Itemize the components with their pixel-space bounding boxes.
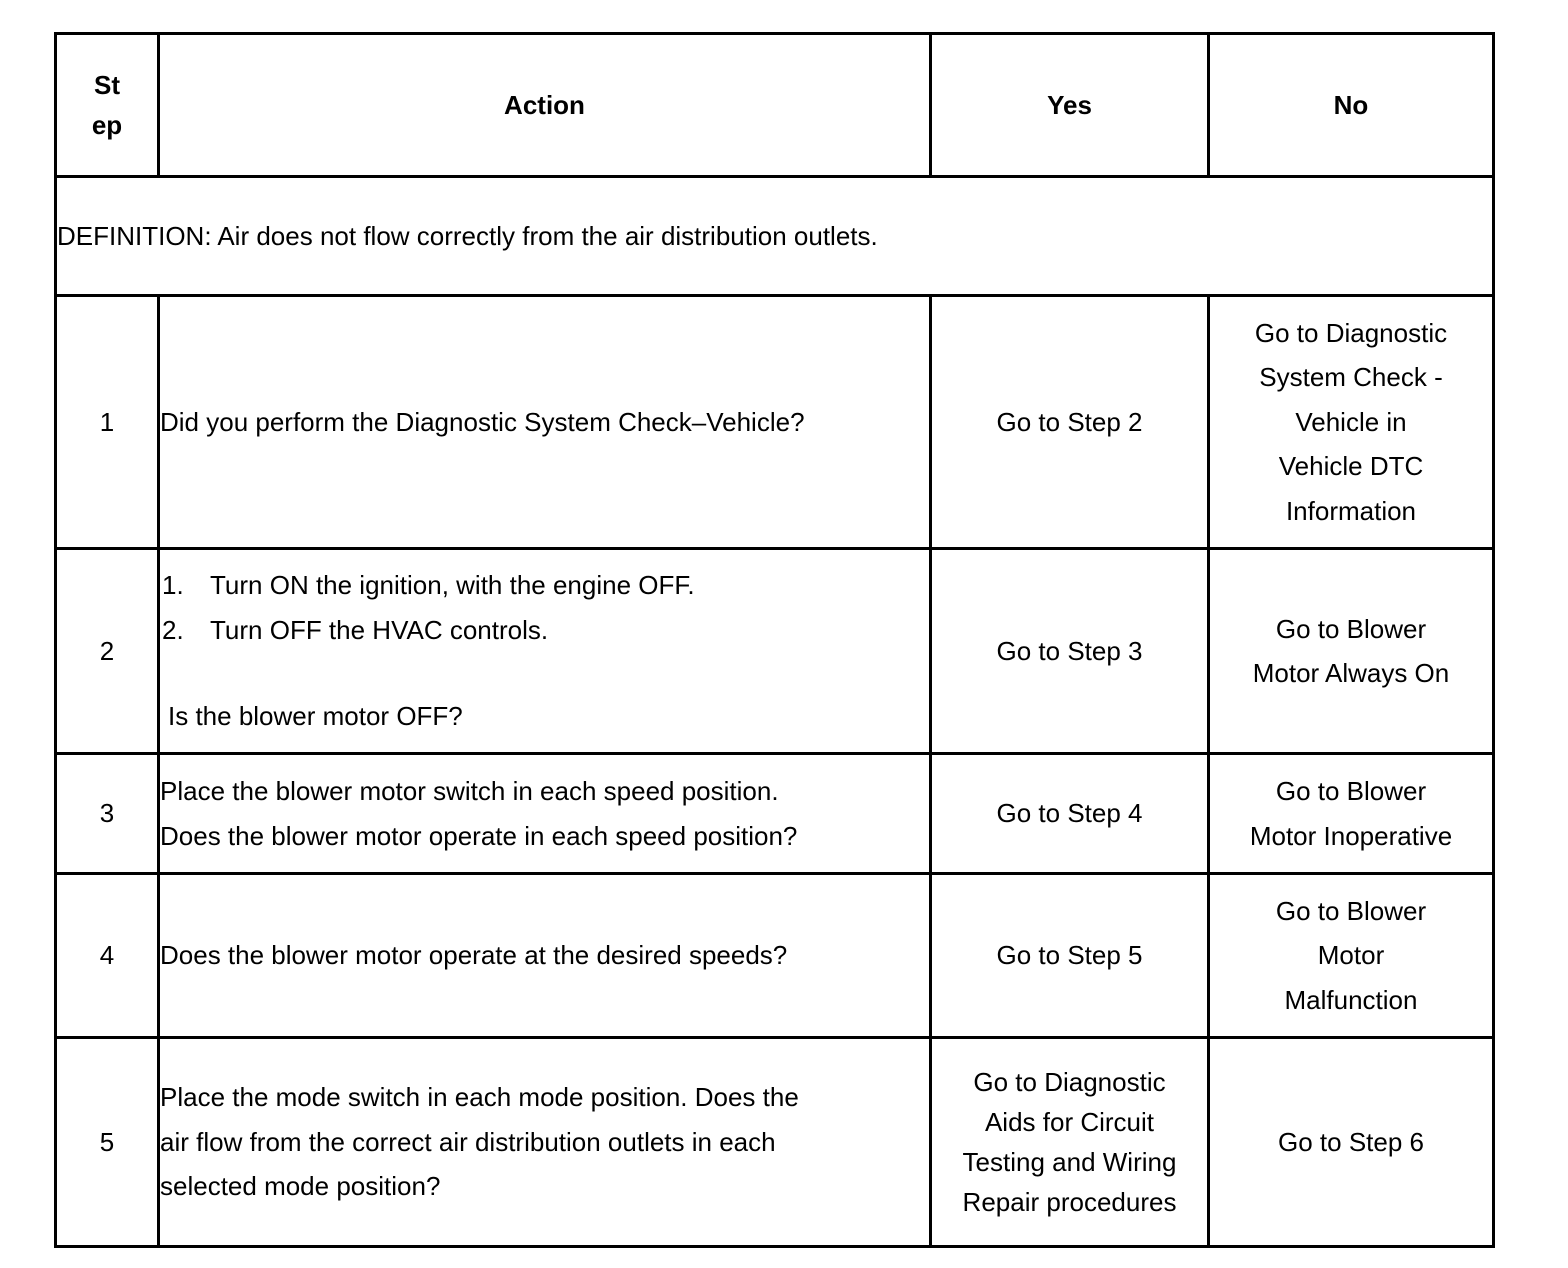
step-number: 1	[56, 296, 159, 549]
action-text: Does the blower motor operate at the desired speeds?	[159, 874, 931, 1038]
yes-outcome: Go to Diagnostic Aids for Circuit Testing and Wiring Repair procedures	[931, 1038, 1209, 1247]
header-yes: Yes	[931, 34, 1209, 177]
no-outcome: Go to Diagnostic System Check - Vehicle in Vehicle DTC Information	[1209, 296, 1494, 549]
yes-outcome: Go to Step 2	[931, 296, 1209, 549]
substep-list	[160, 563, 929, 652]
table-row	[56, 296, 1494, 549]
action-text: Place the mode switch in each mode position. Does the air flow from the correct air distribution outlets in each selected mode position?	[159, 1038, 931, 1247]
step-number: 4	[56, 874, 159, 1038]
table-row	[56, 549, 1494, 754]
step-number: 5	[56, 1038, 159, 1247]
yes-outcome: Go to Step 3	[931, 549, 1209, 754]
yes-outcome: Go to Step 5	[931, 874, 1209, 1038]
yes-outcome: Go to Step 4	[931, 754, 1209, 874]
header-row	[56, 34, 1494, 177]
no-outcome: Go to Blower Motor Inoperative	[1209, 754, 1494, 874]
no-outcome: Go to Step 6	[1209, 1038, 1494, 1247]
header-step: Step	[56, 34, 159, 177]
diagnostic-table	[54, 32, 1495, 1248]
header-action: Action	[159, 34, 931, 177]
definition-row	[56, 177, 1494, 296]
action-text	[159, 549, 931, 754]
action-text: Place the blower motor switch in each speed position. Does the blower motor operate in each speed position?	[159, 754, 931, 874]
action-text: Did you perform the Diagnostic System Check–Vehicle?	[159, 296, 931, 549]
table-row	[56, 874, 1494, 1038]
no-outcome: Go to Blower Motor Always On	[1209, 549, 1494, 754]
header-no: No	[1209, 34, 1494, 177]
step-number: 2	[56, 549, 159, 754]
no-outcome: Go to Blower Motor Malfunction	[1209, 874, 1494, 1038]
definition-text: DEFINITION: Air does not flow correctly from the air distribution outlets.	[56, 177, 1494, 296]
step-number: 3	[56, 754, 159, 874]
table-row	[56, 1038, 1494, 1247]
list-item: 2. Turn OFF the HVAC controls.	[162, 614, 549, 645]
table-row	[56, 754, 1494, 874]
list-item: 1. Turn ON the ignition, with the engine OFF.	[162, 570, 695, 601]
question-text: Is the blower motor OFF?	[168, 701, 463, 732]
